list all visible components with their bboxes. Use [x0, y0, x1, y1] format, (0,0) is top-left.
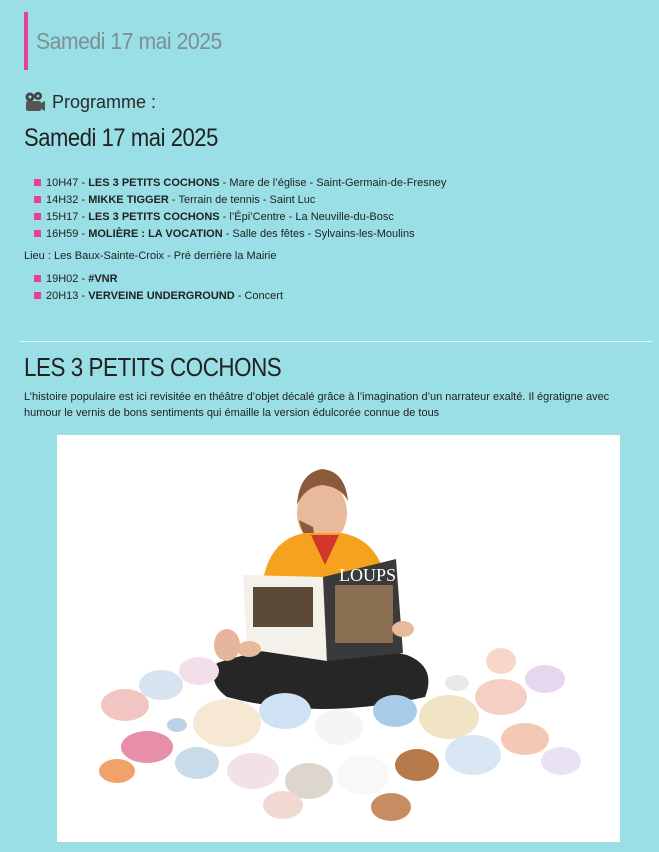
schedule-time: 15H17 -	[46, 211, 89, 223]
film-projector-icon	[24, 91, 46, 113]
schedule-item	[34, 175, 446, 192]
bullet-square	[34, 275, 41, 282]
show-photo-illustration	[57, 435, 620, 842]
schedule-details: - Concert	[234, 290, 283, 302]
show-photo	[57, 435, 620, 842]
schedule-item	[34, 271, 283, 288]
schedule-title[interactable]: MIKKE TIGGER	[88, 194, 169, 206]
programme-label: Programme :	[52, 91, 157, 112]
schedule-list-venue	[34, 271, 283, 305]
schedule-item	[34, 288, 283, 305]
schedule-list-main	[34, 175, 446, 243]
show-description: L’histoire populaire est ici revisitée en théâtre d’objet décalé grâce à l’imagination d’un narrateur exalté. Il égratigne avec humour le vernis de bons sentiments qui émaille la version édulcorée connue de tous	[24, 391, 610, 419]
bullet-square	[34, 292, 41, 299]
schedule-time: 19H02 -	[46, 273, 89, 285]
schedule-time: 10H47 -	[46, 177, 89, 189]
show-title: LES 3 PETITS COCHONS	[24, 352, 282, 382]
date-banner-text: Samedi 17 mai 2025	[36, 27, 222, 54]
bullet-square	[34, 179, 41, 186]
bullet-square	[34, 196, 41, 203]
venue-line: Lieu : Les Baux-Sainte-Croix - Pré derrière la Mairie	[24, 250, 277, 262]
date-banner	[24, 12, 238, 70]
schedule-time: 16H59 -	[46, 228, 89, 240]
schedule-item	[34, 226, 446, 243]
schedule-item	[34, 192, 446, 209]
schedule-details: - Salle des fêtes - Sylvains-les-Moulins	[222, 228, 415, 240]
schedule-details: - l’Épi’Centre - La Neuville-du-Bosc	[219, 211, 394, 223]
bullet-square	[34, 213, 41, 220]
programme-heading	[24, 91, 156, 113]
schedule-title[interactable]: LES 3 PETITS COCHONS	[88, 177, 220, 189]
schedule-details: - Terrain de tennis - Saint Luc	[168, 194, 316, 206]
section-divider	[20, 341, 652, 342]
schedule-title[interactable]: MOLIÈRE : LA VOCATION	[88, 228, 223, 240]
day-title: Samedi 17 mai 2025	[24, 124, 218, 152]
schedule-details: - Mare de l’église - Saint-Germain-de-Fresney	[219, 177, 447, 189]
schedule-title[interactable]: VERVEINE UNDERGROUND	[88, 290, 235, 302]
schedule-title[interactable]: #VNR	[88, 273, 118, 285]
schedule-title[interactable]: LES 3 PETITS COCHONS	[88, 211, 220, 223]
bullet-square	[34, 230, 41, 237]
schedule-time: 20H13 -	[46, 290, 89, 302]
schedule-item	[34, 209, 446, 226]
book-title-text: LOUPS	[339, 565, 397, 585]
schedule-time: 14H32 -	[46, 194, 89, 206]
